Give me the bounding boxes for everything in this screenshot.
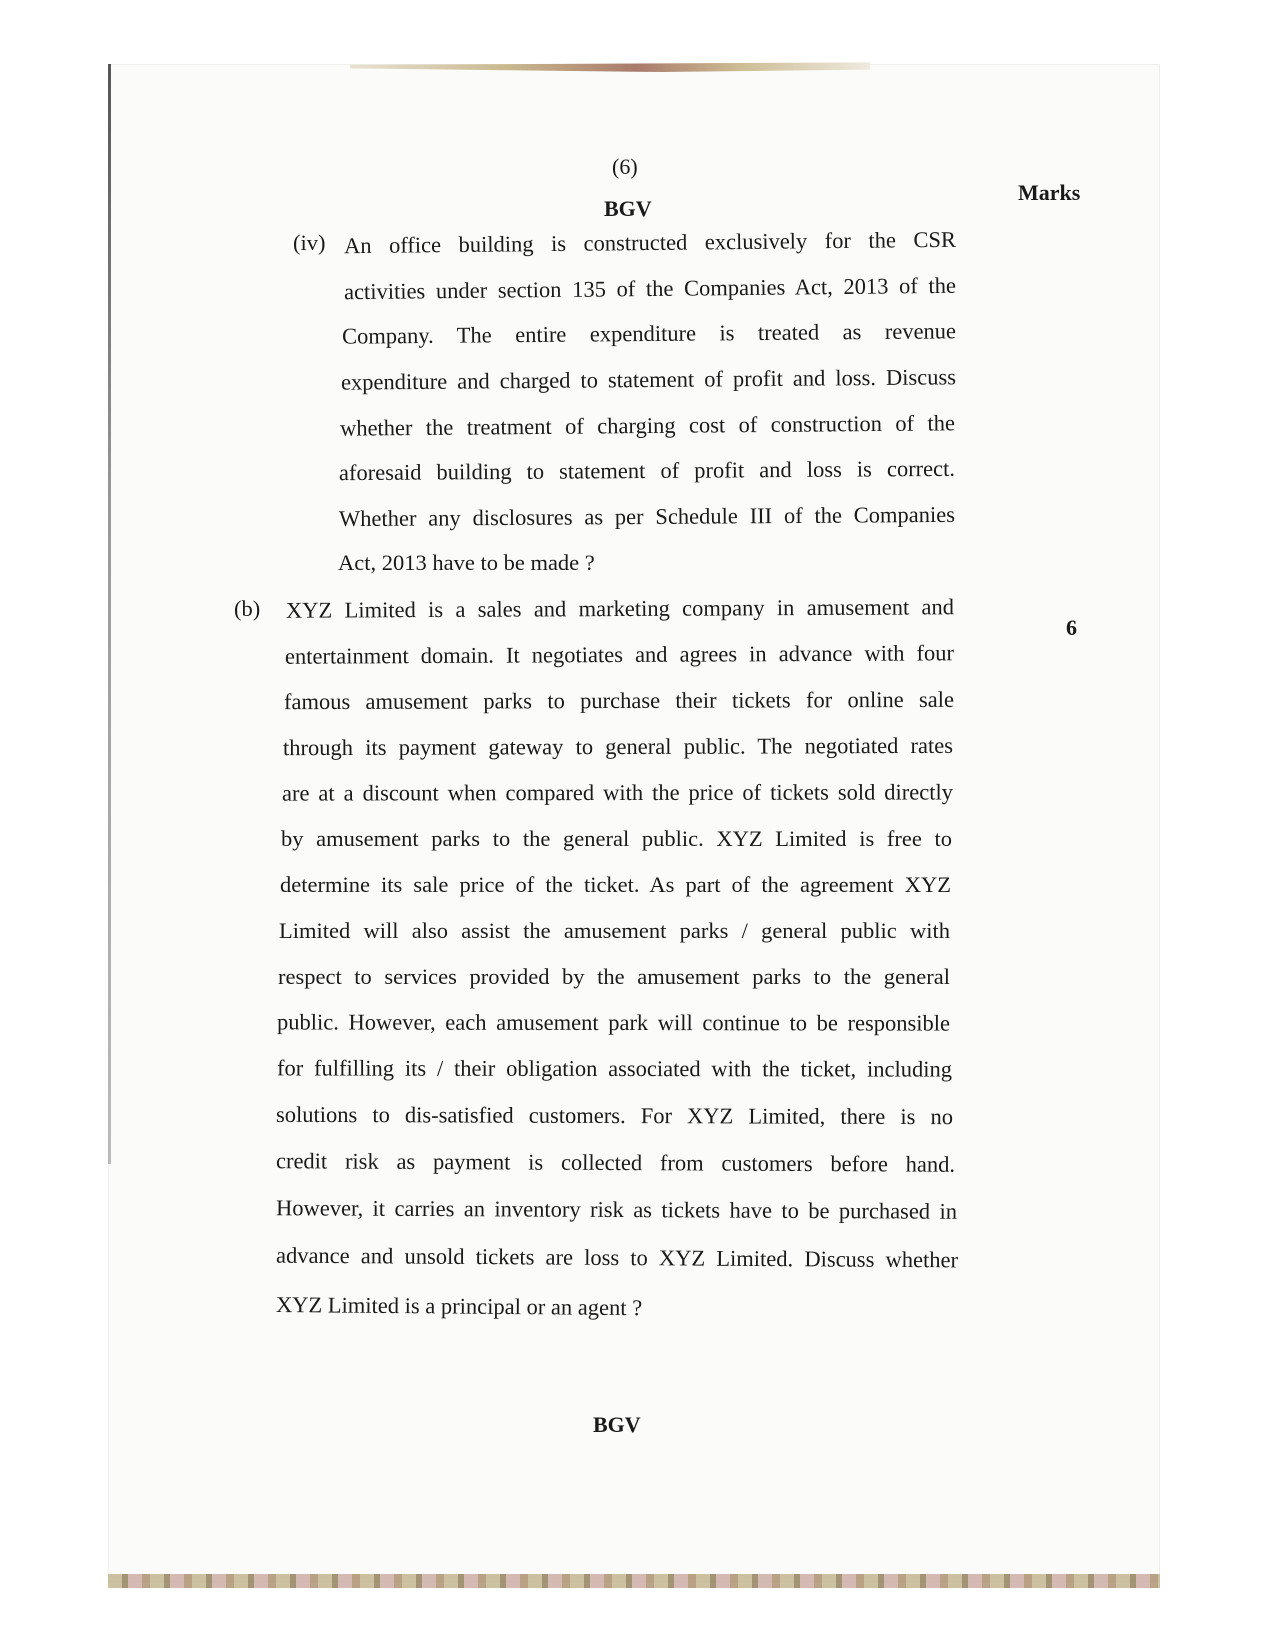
question-iv-line: activities under section 135 of the Companies Act, 2013 of the: [343, 272, 957, 305]
question-iv-line: Act, 2013 have to be made ?: [338, 550, 595, 575]
question-b-line: solutions to dis-satisfied customers. For XYZ Limited, there is no: [275, 1101, 954, 1130]
question-iv-line: Whether any disclosures as per Schedule III of the Companies: [338, 501, 956, 532]
question-b-line: through its payment gateway to general public. The negotiated rates: [282, 732, 954, 761]
question-iv-label: (iv): [293, 230, 326, 255]
series-code-footer: BGV: [593, 1412, 641, 1437]
background-fabric-bottom: [108, 1574, 1160, 1588]
page-number: (6): [612, 154, 638, 179]
question-b-marks: 6: [1066, 615, 1077, 640]
marks-column-heading: Marks: [1018, 180, 1081, 205]
page-fold-edge: [108, 64, 111, 1164]
question-b-label: (b): [234, 596, 261, 621]
question-iv-line: aforesaid building to statement of profit and loss is correct.: [338, 455, 956, 486]
question-b-line: XYZ Limited is a principal or an agent ?: [275, 1292, 643, 1321]
question-b-line: credit risk as payment is collected from customers before hand.: [275, 1148, 956, 1177]
question-b-line: entertainment domain. It negotiates and agrees in advance with four: [284, 640, 955, 669]
question-b-line: advance and unsold tickets are loss to XYZ Limited. Discuss whether: [275, 1242, 959, 1273]
question-b-line: for fulfilling its / their obligation associated with the ticket, including: [276, 1055, 953, 1082]
series-code-header: BGV: [604, 196, 652, 221]
question-b-line: are at a discount when compared with the price of tickets sold directly: [281, 779, 954, 806]
question-iv-line: expenditure and charged to statement of profit and loss. Discuss: [340, 364, 957, 395]
question-b-line: XYZ Limited is a sales and marketing company in amusement and: [285, 594, 955, 623]
question-b-line: determine its sale price of the ticket. As part of the agreement XYZ: [280, 872, 951, 897]
question-b-line: by amusement parks to the general public. XYZ Limited is free to: [281, 826, 952, 851]
question-iv-line: An office building is constructed exclusively for the CSR: [343, 226, 957, 259]
question-iv-line: Company. The entire expenditure is treated as revenue: [341, 318, 957, 349]
question-b-line: Limited will also assist the amusement parks / general public with: [279, 918, 950, 943]
question-b-line: respect to services provided by the amusement parks to the general: [278, 964, 950, 989]
question-b-line: However, it carries an inventory risk as tickets have to be purchased in: [275, 1195, 958, 1224]
question-iv-line: whether the treatment of charging cost of construction of the: [339, 410, 956, 441]
question-b-line: famous amusement parks to purchase their tickets for online sale: [283, 686, 955, 715]
question-b-line: public. However, each amusement park will continue to be responsible: [276, 1009, 951, 1036]
